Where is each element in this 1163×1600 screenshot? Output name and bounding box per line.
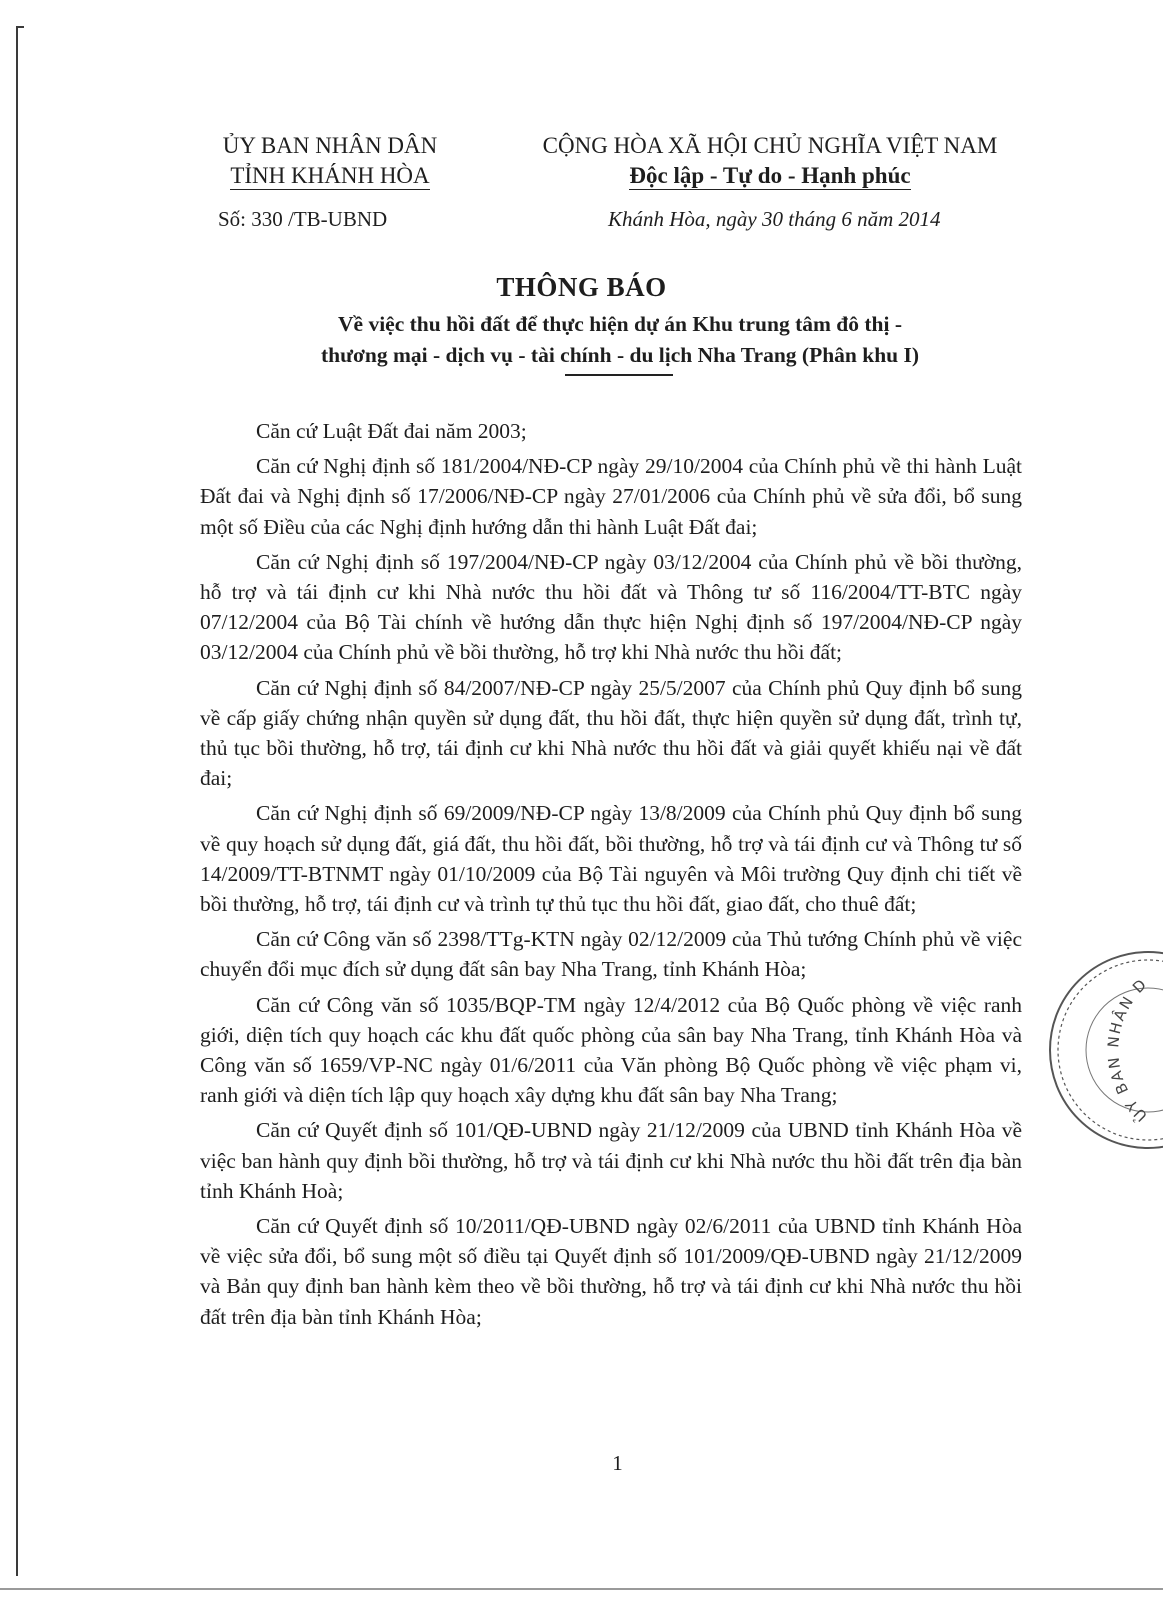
place-and-date: Khánh Hòa, ngày 30 tháng 6 năm 2014 bbox=[608, 207, 941, 231]
subtitle-underline bbox=[565, 374, 673, 376]
scan-corner-mark bbox=[16, 26, 24, 28]
national-heading bbox=[500, 131, 1040, 191]
document-body bbox=[200, 416, 1022, 1337]
scan-bottom-edge bbox=[0, 1588, 1163, 1590]
nation-line-1: CỘNG HÒA XÃ HỘI CHỦ NGHĨA VIỆT NAM bbox=[542, 133, 998, 158]
document-title: THÔNG BÁO bbox=[496, 272, 667, 302]
paragraph: Căn cứ Nghị định số 69/2009/NĐ-CP ngày 13/8/2009 của Chính phủ Quy định bổ sung về quy hoạch sử dụng đất, giá đất, thu hồi đất, bồi thường, hỗ trợ và tái định cư và Thông tư số 14/2009/TT-BTNMT ngày 01/10/2009 của Bộ Tài nguyên và Môi trường Quy định chi tiết về bồi thường, hỗ trợ, tái định cư và trình tự thủ tục thu hồi đất, giao đất, cho thuê đất; bbox=[200, 801, 1022, 917]
document-subtitle bbox=[260, 309, 980, 371]
subtitle-line-1: Về việc thu hồi đất để thực hiện dự án Khu trung tâm đô thị - bbox=[338, 312, 902, 336]
org-line-1: ỦY BAN NHÂN DÂN bbox=[222, 133, 438, 158]
paragraph: Căn cứ Công văn số 2398/TTg-KTN ngày 02/12/2009 của Thủ tướng Chính phủ về việc chuyển đổi mục đích sử dụng đất sân bay Nha Trang, tỉnh Khánh Hòa; bbox=[200, 927, 1022, 982]
paragraph: Căn cứ Nghị định số 84/2007/NĐ-CP ngày 25/5/2007 của Chính phủ Quy định bổ sung về cấp giấy chứng nhận quyền sử dụng đất, thu hồi đất, thực hiện quyền sử dụng đất, trình tự, thủ tục bồi thường, hỗ trợ, tái định cư khi Nhà nước thu hồi đất và giải quyết khiếu nại về đất đai; bbox=[200, 675, 1022, 791]
national-motto: Độc lập - Tự do - Hạnh phúc bbox=[629, 163, 911, 188]
svg-text:ỦY BAN NHÂN D bbox=[1104, 974, 1151, 1126]
paragraph: Căn cứ Nghị định số 181/2004/NĐ-CP ngày 29/10/2004 của Chính phủ về thi hành Luật Đất đai và Nghị định số 17/2006/NĐ-CP ngày 27/01/2006 của Chính phủ về sửa đổi, bổ sung một số Điều của các Nghị định hướng dẫn thi hành Luật Đất đai; bbox=[200, 454, 1022, 539]
scan-left-edge bbox=[16, 26, 18, 1576]
paragraph: Căn cứ Quyết định số 10/2011/QĐ-UBND ngày 02/6/2011 của UBND tỉnh Khánh Hòa về việc sửa đổi, bổ sung một số điều tại Quyết định số 101/2009/QĐ-UBND ngày 21/12/2009 và Bản quy định ban hành kèm theo về bồi thường, hỗ trợ và tái định cư khi Nhà nước thu hồi đất trên địa bàn tỉnh Khánh Hòa; bbox=[200, 1214, 1022, 1329]
paragraph: Căn cứ Quyết định số 101/QĐ-UBND ngày 21/12/2009 của UBND tỉnh Khánh Hòa về việc ban hành quy định bồi thường, hỗ trợ và tái định cư khi Nhà nước thu hồi đất trên địa bàn tỉnh Khánh Hoà; bbox=[200, 1118, 1022, 1203]
paragraph: Căn cứ Luật Đất đai năm 2003; bbox=[256, 419, 527, 443]
paragraph: Căn cứ Công văn số 1035/BQP-TM ngày 12/4/2012 của Bộ Quốc phòng về việc ranh giới, diện tích quy hoạch các khu đất quốc phòng của sân bay Nha Trang, tỉnh Khánh Hòa và Công văn số 1659/VP-NC ngày 01/6/2011 của Văn phòng Bộ Quốc phòng về việc phạm vi, ranh giới và diện tích lập quy hoạch xây dựng khu đất sân bay Nha Trang; bbox=[200, 992, 1022, 1108]
document-number: Số: 330 /TB-UBND bbox=[218, 207, 388, 231]
issuing-organization bbox=[200, 131, 460, 191]
org-line-2: TỈNH KHÁNH HÒA bbox=[230, 163, 430, 188]
paragraph: Căn cứ Nghị định số 197/2004/NĐ-CP ngày 03/12/2004 của Chính phủ về bồi thường, hỗ trợ và tái định cư khi Nhà nước thu hồi đất và Thông tư số 116/2004/TT-BTC ngày 07/12/2004 của Bộ Tài chính về hướng dẫn thực hiện Nghị định số 197/2004/NĐ-CP ngày 03/12/2004 của Chính phủ về bồi thường, hỗ trợ khi Nhà nước thu hồi đất; bbox=[200, 549, 1022, 665]
seal-text: ỦY BAN NHÂN D bbox=[1104, 974, 1152, 1126]
subtitle-line-2: thương mại - dịch vụ - tài chính - du lịch Nha Trang (Phân khu I) bbox=[320, 343, 920, 367]
official-seal-stamp bbox=[1030, 950, 1163, 1150]
page-number: 1 bbox=[612, 1451, 623, 1475]
